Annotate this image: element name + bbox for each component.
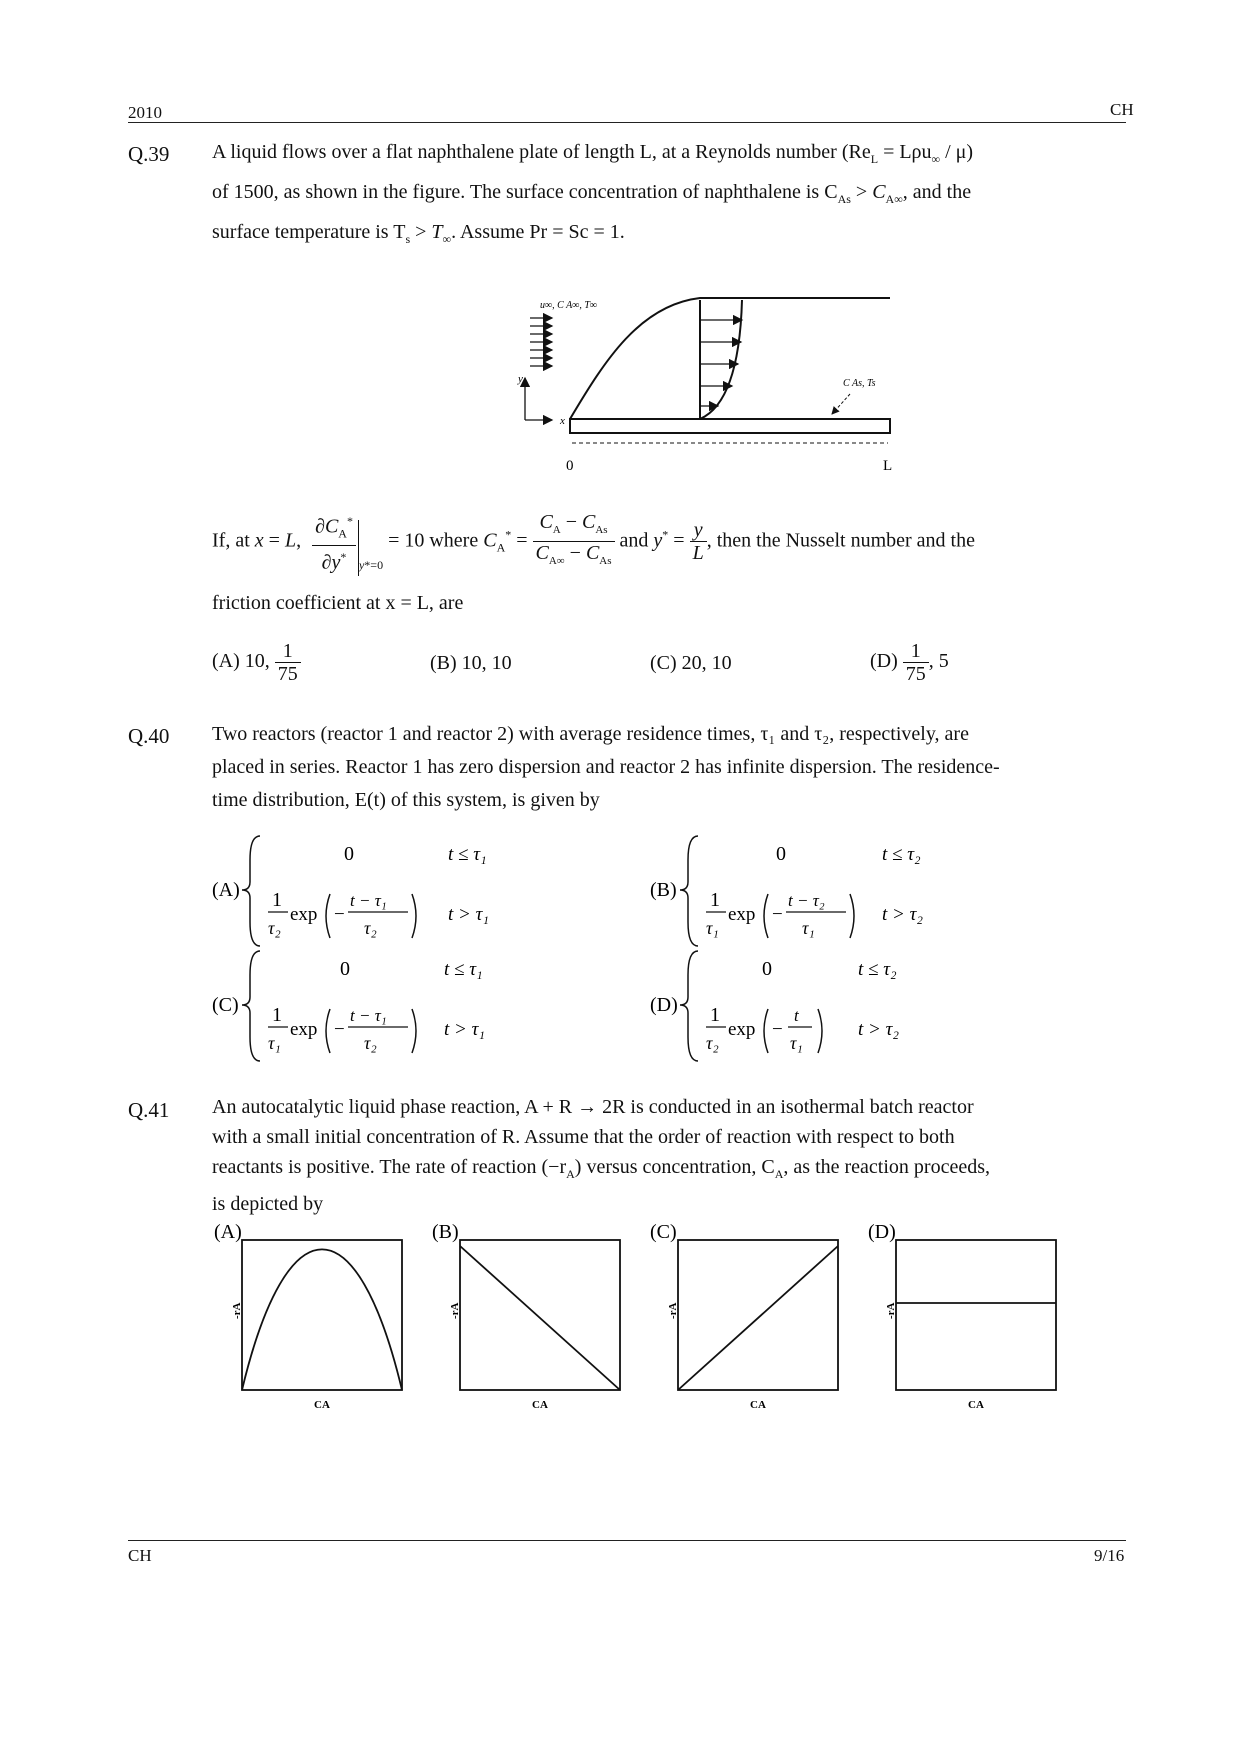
q40-text bbox=[212, 718, 1124, 817]
q40-option-d-exp: exp bbox=[728, 1019, 756, 1040]
q41-line3-mid: ) versus concentration, C bbox=[574, 1156, 775, 1178]
q39-line1-text: A liquid flows over a flat naphthalene plate of length L, at a Reynolds number ( bbox=[212, 141, 849, 163]
q41-line2: with a small initial concentration of R. Assume that the order of reaction with respect to both bbox=[212, 1126, 955, 1148]
q40-option-a-arg-num: t − τ₁ bbox=[350, 891, 387, 910]
q40-option-a-exp: exp bbox=[290, 904, 318, 925]
q39-option-b-value: 10, 10 bbox=[461, 652, 512, 674]
q41-line4: is depicted by bbox=[212, 1193, 324, 1215]
q40-option-b-arg-den: τ₁ bbox=[802, 918, 815, 938]
q39-option-c-value: 20, 10 bbox=[681, 652, 732, 674]
q40-option-c-one: 1 bbox=[272, 1004, 282, 1026]
svg-text:−: − bbox=[334, 1019, 345, 1040]
q39-re: Re bbox=[848, 141, 871, 163]
end-label: L bbox=[883, 458, 893, 474]
y-axis-label: y bbox=[518, 373, 523, 385]
footer-code: CH bbox=[128, 1546, 152, 1565]
q39-option-c[interactable] bbox=[650, 652, 732, 675]
q41-line3: reactants is positive. The rate of reaction $(-r_A)$ versus concentration, $C_A$, as the reaction proceeds, bbox=[212, 1156, 990, 1181]
q41-option-a-frame bbox=[242, 1240, 402, 1390]
q40-option-c-pre-den: τ₁ bbox=[268, 1033, 281, 1053]
q39-option-a-label: (A) bbox=[212, 650, 240, 673]
velocity-profile-curve bbox=[700, 300, 742, 419]
header-code: CH bbox=[1110, 100, 1134, 119]
svg-text:−: − bbox=[334, 904, 345, 925]
q40-option-b-cond1: t ≤ τ₂ bbox=[882, 844, 921, 865]
q41-option-c-xlabel: CA bbox=[750, 1399, 766, 1411]
x-axis-label: x bbox=[560, 415, 565, 427]
q41-option-b-ylabel: -rA bbox=[449, 1302, 461, 1319]
q40-option-c-exp: exp bbox=[290, 1019, 318, 1040]
q40-line2: placed in series. Reactor 1 has zero dispersion and reactor 2 has infinite dispersion. The residence- bbox=[212, 756, 1000, 778]
free-stream-arrows bbox=[530, 318, 552, 366]
q41-option-a-curve bbox=[242, 1249, 402, 1390]
q39-line1 bbox=[212, 136, 1124, 176]
q40-option-b-zero: 0 bbox=[776, 843, 786, 865]
q40-option-d-svg bbox=[650, 945, 1090, 1065]
q39-line2: of 1500, as shown in the figure. The surface concentration of naphthalene is $C_{As} > C_{A\infty}$, and the bbox=[212, 181, 972, 206]
q39-re-inf: ∞ bbox=[931, 152, 941, 166]
q39-option-d-num: 1 bbox=[903, 640, 929, 663]
q40-option-b[interactable] bbox=[650, 830, 1090, 955]
q41-text bbox=[212, 1092, 1124, 1219]
surface-label: C As, Ts bbox=[843, 378, 876, 389]
q39-option-a-den: 75 bbox=[277, 663, 298, 685]
q39-re-eq: = Lρu bbox=[878, 141, 932, 163]
footer-rule bbox=[128, 1540, 1126, 1541]
q39-option-d-label: (D) bbox=[870, 650, 898, 673]
q39-option-d-value: , 5 bbox=[928, 650, 949, 673]
q41-options bbox=[212, 1221, 1132, 1411]
q41-option-c-curve bbox=[678, 1246, 838, 1390]
cond-then: , then the Nusselt number and the bbox=[706, 529, 975, 552]
q40-option-c[interactable] bbox=[212, 945, 652, 1070]
q39-boundary-layer-figure bbox=[510, 290, 893, 480]
q39-option-a[interactable] bbox=[212, 640, 301, 685]
q41-option-a-xlabel: CA bbox=[314, 1399, 330, 1411]
cond-value: = 10 bbox=[388, 529, 425, 552]
q40-option-b-arg-num: t − τ₂ bbox=[788, 891, 825, 910]
q40-option-c-cond2: t > τ₁ bbox=[444, 1019, 486, 1040]
q40-option-b-label: (B) bbox=[650, 879, 677, 901]
q40-option-d-cond1: t ≤ τ₂ bbox=[858, 959, 897, 980]
q39-option-b-label: (B) bbox=[430, 652, 457, 674]
q40-option-d-cond2: t > τ₂ bbox=[858, 1019, 900, 1040]
q39-re-sub: L bbox=[870, 152, 879, 166]
q39-line3: surface temperature is $T_s > T_\infty$. Assume Pr = Sc = 1. bbox=[212, 221, 625, 246]
q39-option-d[interactable] bbox=[870, 640, 949, 685]
q39-option-c-label: (C) bbox=[650, 652, 677, 674]
svg-text:−: − bbox=[772, 1019, 783, 1040]
q39-re-end: / μ) bbox=[940, 141, 974, 163]
q41-option-a-ylabel: -rA bbox=[231, 1302, 243, 1319]
q40-option-c-arg-num: t − τ₁ bbox=[350, 1006, 387, 1025]
free-stream-label: u∞, C A∞, T∞ bbox=[540, 300, 598, 311]
header-rule bbox=[128, 122, 1126, 123]
partial-derivative: $\frac{\partial C_A^*}{\partial y^*}$ bbox=[312, 510, 356, 573]
q39-condition: If, at x = L, $\frac{\partial C_A^*}{\partial y^*}$ $_{y*=0}$ = 10 where $C_A^*$ = $\frac{C_A - C_{As}}{C_{A\infty} - C_{As}}$ and y* = $\frac{y}{L}$ , then the Nusselt number and the bbox=[212, 510, 1132, 573]
q41-option-d-ylabel: -rA bbox=[885, 1302, 897, 1319]
q40-option-d-one: 1 bbox=[710, 1004, 720, 1026]
q39-line3-text: surface temperature is T bbox=[212, 221, 406, 243]
q40-option-a-cond2: t > τ₁ bbox=[448, 904, 490, 925]
q41-option-b-xlabel: CA bbox=[532, 1399, 548, 1411]
footer-page: 9/16 bbox=[1094, 1546, 1125, 1565]
q39-text bbox=[212, 136, 1124, 256]
q40-option-d[interactable] bbox=[650, 945, 1090, 1070]
q41-line3-end: , as the reaction proceeds, bbox=[783, 1156, 990, 1178]
q40-option-a-one: 1 bbox=[272, 889, 282, 911]
q41-option-b-label: (B) bbox=[432, 1221, 459, 1243]
q41-option-b-curve bbox=[460, 1246, 620, 1390]
q40-option-c-zero: 0 bbox=[340, 958, 350, 980]
q40-option-c-cond1: t ≤ τ₁ bbox=[444, 959, 483, 980]
cond-if: If, at bbox=[212, 529, 250, 552]
q39-option-a-num: 1 bbox=[275, 640, 301, 663]
cond-where: where bbox=[429, 529, 479, 552]
q40-option-d-pre-den: τ₂ bbox=[706, 1033, 719, 1053]
svg-text:−: − bbox=[772, 904, 783, 925]
q39-line2-text: of 1500, as shown in the figure. The surface concentration of naphthalene is C bbox=[212, 181, 838, 203]
q40-option-a-label: (A) bbox=[212, 879, 240, 901]
q40-option-c-svg bbox=[212, 945, 652, 1065]
dimensionless-y: $\frac{y}{L}$ bbox=[690, 519, 707, 564]
q40-option-b-cond2: t > τ₂ bbox=[882, 904, 924, 925]
q40-option-b-one: 1 bbox=[710, 889, 720, 911]
surface-pointer bbox=[832, 394, 850, 414]
q40-option-a[interactable] bbox=[212, 830, 652, 955]
q40-option-b-svg bbox=[650, 830, 1090, 950]
q39-line3-end: . Assume Pr = Sc = 1. bbox=[451, 221, 625, 243]
q40-option-b-exp: exp bbox=[728, 904, 756, 925]
q40-line3: time distribution, E(t) of this system, is given by bbox=[212, 789, 600, 811]
q41-option-d-xlabel: CA bbox=[968, 1399, 984, 1411]
q39-option-d-den: 75 bbox=[905, 663, 926, 685]
dimensionless-concentration: $\frac{C_A - C_{As}}{C_{A\infty} - C_{As}}$ bbox=[533, 511, 615, 572]
q41-option-d-label: (D) bbox=[868, 1221, 896, 1243]
q39-option-a-value: 10, bbox=[244, 650, 270, 673]
q39-option-d-frac bbox=[903, 640, 929, 685]
q39-number: Q.39 bbox=[128, 142, 170, 166]
q40-option-c-label: (C) bbox=[212, 994, 239, 1016]
q39-option-a-frac bbox=[275, 640, 301, 685]
boundary-layer-edge bbox=[570, 298, 890, 419]
q40-option-a-pre-den: τ₂ bbox=[268, 918, 281, 938]
q39-line2-end: , and the bbox=[902, 181, 972, 203]
q40-option-b-pre-den: τ₁ bbox=[706, 918, 719, 938]
q41-option-d-frame bbox=[896, 1240, 1056, 1390]
q40-option-c-arg-den: τ₂ bbox=[364, 1033, 377, 1053]
cond-and: and bbox=[619, 529, 649, 552]
q40-option-d-arg-num: t bbox=[794, 1006, 799, 1025]
q41-option-c-ylabel: -rA bbox=[667, 1302, 679, 1319]
q39-option-b[interactable] bbox=[430, 652, 512, 675]
q40-option-a-cond1: t ≤ τ₁ bbox=[448, 844, 487, 865]
q39-tail: friction coefficient at x = L, are bbox=[212, 592, 464, 614]
q41-line1: An autocatalytic liquid phase reaction, A + R → 2R is conducted in an isothermal batch reactor bbox=[212, 1096, 974, 1118]
q40-line1: Two reactors (reactor 1 and reactor 2) with average residence times, τ₁ and τ₂, respectively, are bbox=[212, 723, 969, 745]
q41-line3-text: reactants is positive. The rate of reaction (−r bbox=[212, 1156, 567, 1178]
q41-option-a-label: (A) bbox=[214, 1221, 242, 1243]
q41-graphs-svg bbox=[212, 1221, 1132, 1411]
q40-option-d-label: (D) bbox=[650, 994, 678, 1016]
header-year: 2010 bbox=[128, 103, 162, 122]
q40-number: Q.40 bbox=[128, 724, 170, 748]
q40-option-d-zero: 0 bbox=[762, 958, 772, 980]
q40-option-a-zero: 0 bbox=[344, 843, 354, 865]
q41-number: Q.41 bbox=[128, 1098, 170, 1122]
q40-option-a-arg-den: τ₂ bbox=[364, 918, 377, 938]
q40-option-a-svg bbox=[212, 830, 652, 950]
q40-option-d-arg-den: τ₁ bbox=[790, 1033, 803, 1053]
naphthalene-plate bbox=[570, 419, 890, 433]
origin-label: 0 bbox=[566, 458, 574, 474]
q41-option-c-label: (C) bbox=[650, 1221, 677, 1243]
